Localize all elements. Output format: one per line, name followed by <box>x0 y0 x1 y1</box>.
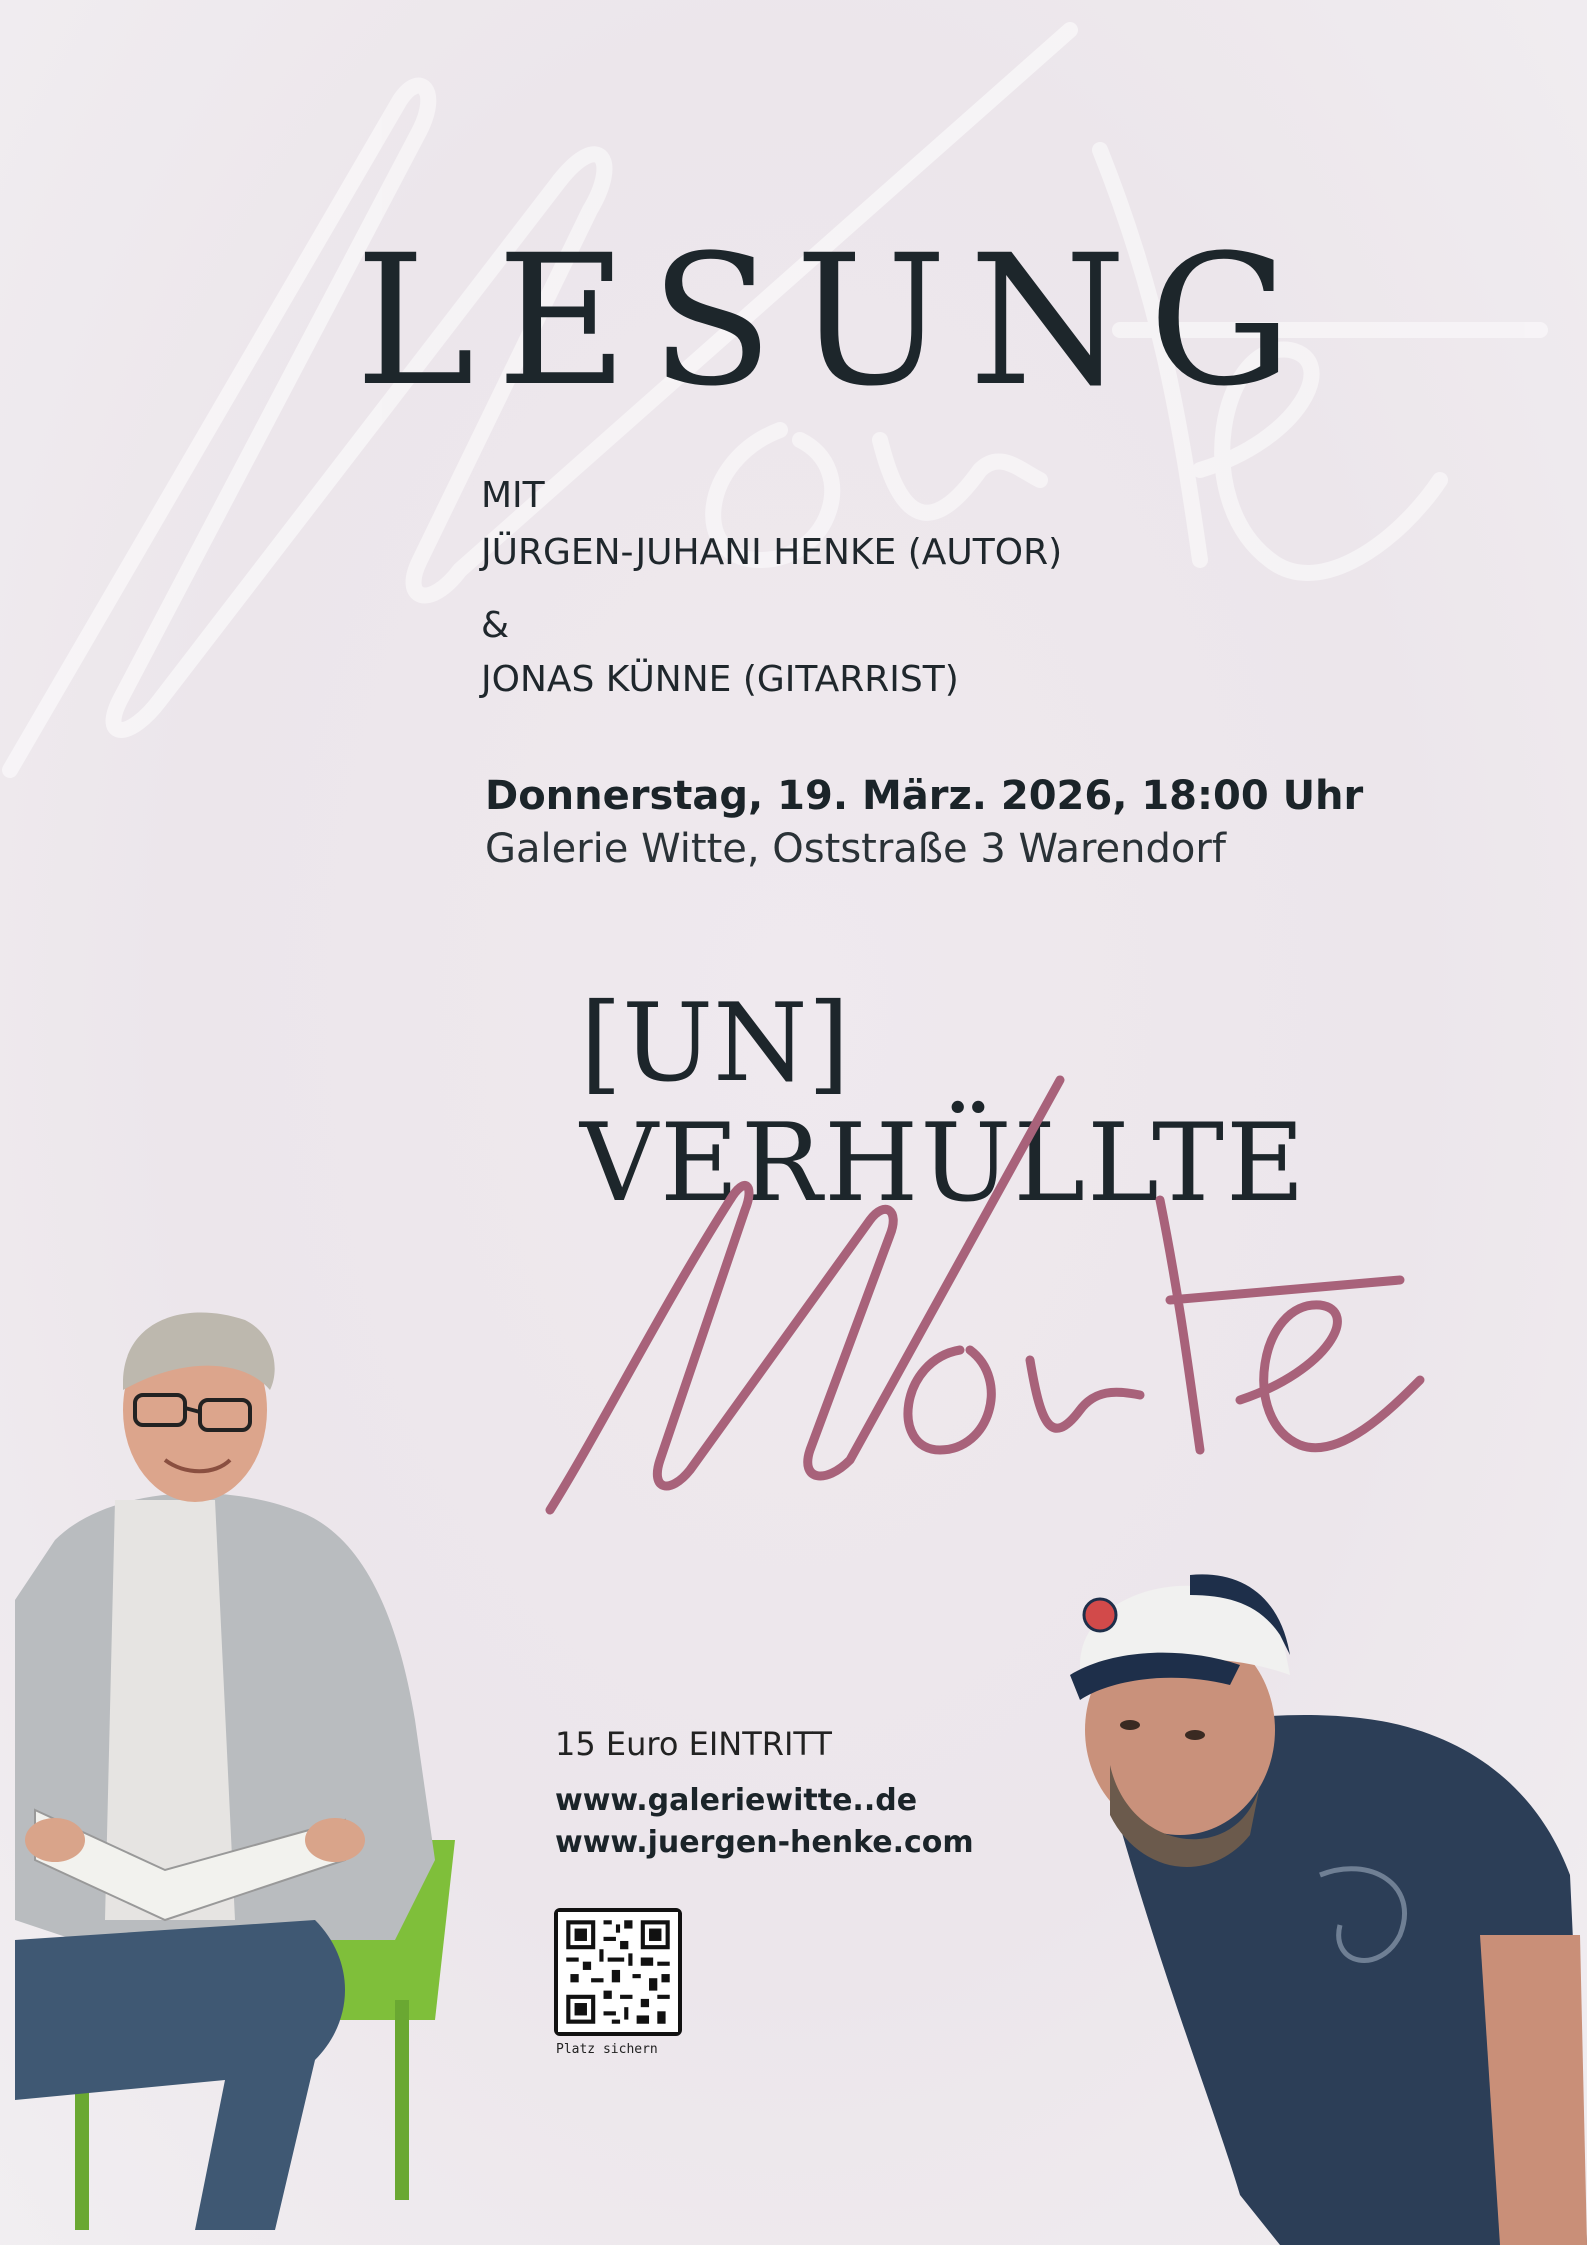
admission-price: 15 Euro EINTRITT <box>555 1725 832 1763</box>
intro-guitarist: JONAS KÜNNE (GITARRIST) <box>481 659 959 700</box>
book-title-script-worte <box>540 1050 1440 1530</box>
author-photo <box>15 1300 465 2230</box>
qr-code-pattern <box>558 1912 678 2032</box>
website-link-henke[interactable]: www.juergen-henke.com <box>555 1825 974 1860</box>
intro-author: JÜRGEN-JUHANI HENKE (AUTOR) <box>481 532 1063 573</box>
qr-caption: Platz sichern <box>556 2042 658 2057</box>
qr-code-icon[interactable] <box>554 1908 682 2036</box>
event-date: Donnerstag, 19. März. 2026, 18:00 Uhr <box>485 773 1364 819</box>
intro-ampersand: & <box>481 605 510 646</box>
website-link-galerie[interactable]: www.galeriewitte..de <box>555 1783 918 1818</box>
intro-mit: MIT <box>481 475 545 516</box>
event-venue: Galerie Witte, Oststraße 3 Warendorf <box>485 826 1226 872</box>
book-title-line1: [UN] <box>580 981 850 1106</box>
poster-title: LESUNG <box>355 217 1315 426</box>
book-title-line2: VERHÜLLTE <box>580 1101 1307 1226</box>
guitarist-photo <box>1040 1555 1587 2245</box>
